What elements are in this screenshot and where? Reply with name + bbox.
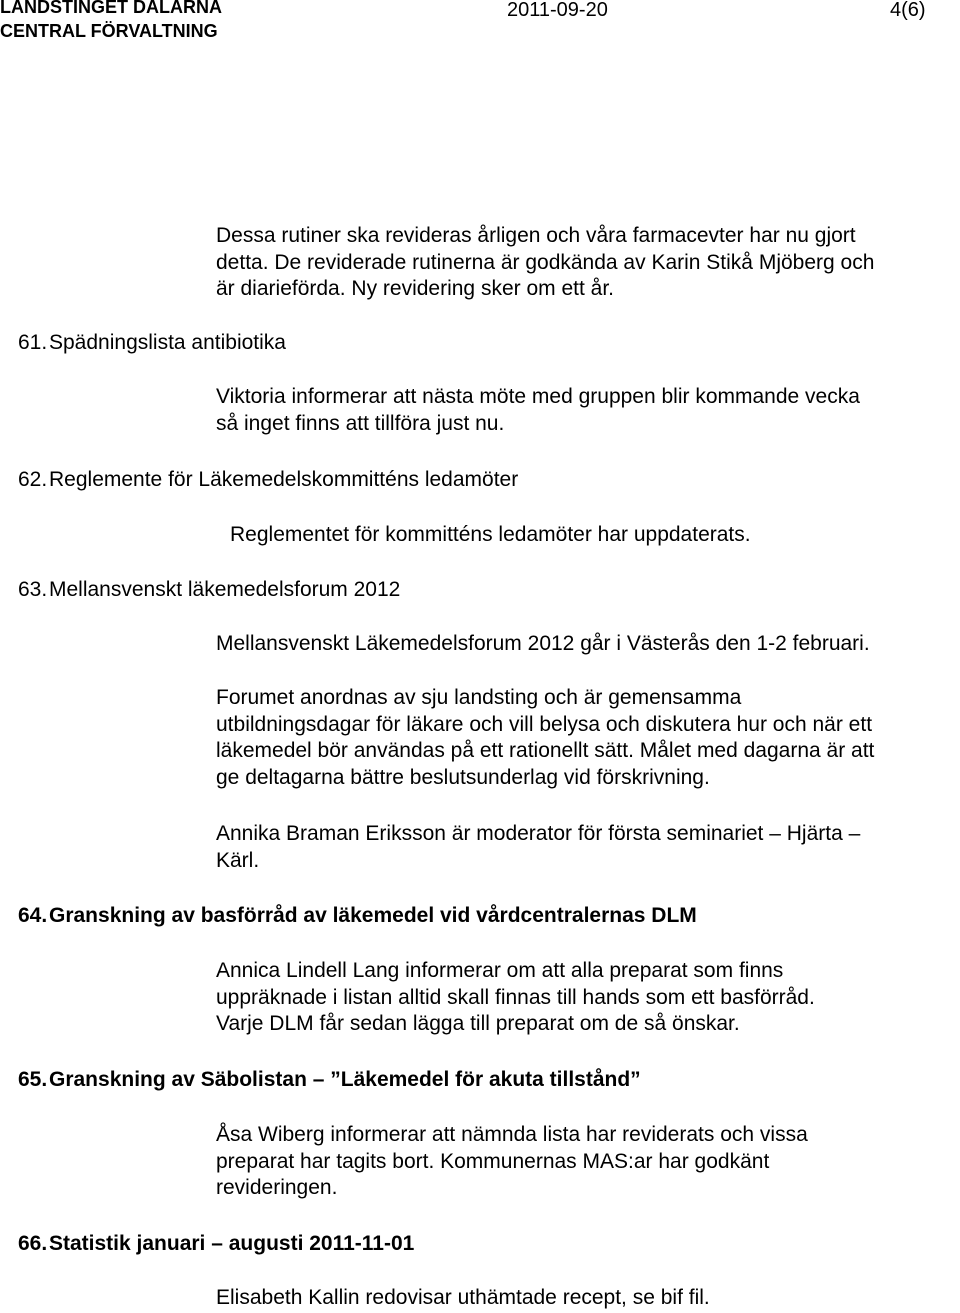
section-heading-64 [18, 903, 697, 929]
text-line: Viktoria informerar att nästa möte med gruppen blir kommande vecka [216, 385, 860, 408]
org-department: CENTRAL FÖRVALTNING [0, 21, 218, 41]
intro-paragraph [216, 223, 960, 303]
section-title: Granskning av basförråd av läkemedel vid vårdcentralernas DLM [49, 904, 697, 927]
text-line: är diarieförda. Ny revidering sker om ett år. [216, 277, 614, 301]
text-line: Mellansvenskt Läkemedelsforum 2012 går i Västerås den 1-2 februari. [216, 632, 870, 655]
section-61-body [216, 384, 960, 437]
text-line: Reglementet för kommitténs ledamöter har uppdaterats. [230, 523, 751, 546]
text-line: detta. De reviderade rutinerna är godkända av Karin Stikå Mjöberg och [216, 250, 875, 274]
text-line: läkemedel bör användas på ett rationellt sätt. Målet med dagarna är att [216, 739, 875, 763]
section-number: 64. [18, 904, 48, 927]
text-line: så inget finns att tillföra just nu. [216, 411, 505, 435]
text-line: Åsa Wiberg informerar att nämnda lista har reviderats och vissa [216, 1123, 808, 1146]
section-63-paragraph-2 [216, 685, 960, 791]
text-line: Elisabeth Kallin redovisar uthämtade recept, se bif fil. [216, 1286, 710, 1309]
section-63-paragraph-1 [216, 631, 960, 658]
text-line: Annica Lindell Lang informerar om att alla preparat som finns [216, 959, 784, 982]
section-number: 63. [18, 578, 48, 601]
section-title: Reglemente för Läkemedelskommitténs ledamöter [49, 468, 519, 491]
section-66-body [216, 1285, 960, 1312]
document-date: 2011-09-20 [507, 0, 608, 21]
section-number: 66. [18, 1232, 48, 1255]
section-65-body [216, 1122, 960, 1202]
section-title: Mellansvenskt läkemedelsforum 2012 [49, 578, 401, 601]
section-heading-61 [18, 330, 286, 356]
text-line: Varje DLM får sedan lägga till preparat om de så önskar. [216, 1012, 740, 1036]
text-line: ge deltagarna bättre beslutsunderlag vid förskrivning. [216, 765, 710, 789]
text-line: Kärl. [216, 848, 260, 872]
section-63-paragraph-3 [216, 821, 960, 874]
text-line: Dessa rutiner ska revideras årligen och våra farmacevter har nu gjort [216, 224, 856, 247]
section-heading-63 [18, 577, 400, 603]
section-title: Statistik januari – augusti 2011-11-01 [49, 1232, 415, 1255]
section-number: 61. [18, 331, 48, 354]
section-number: 65. [18, 1068, 48, 1091]
text-line: Annika Braman Eriksson är moderator för första seminariet – Hjärta – [216, 822, 861, 845]
section-heading-65 [18, 1067, 641, 1093]
text-line: uppräknade i listan alltid skall finnas till hands som ett basförråd. [216, 985, 815, 1009]
text-line: preparat har tagits bort. Kommunernas MAS:ar har godkänt [216, 1149, 770, 1173]
page-number: 4(6) [890, 0, 926, 21]
section-heading-62 [18, 467, 518, 493]
section-62-body [230, 522, 950, 549]
text-line: Forumet anordnas av sju landsting och är gemensamma [216, 686, 742, 709]
section-heading-66 [18, 1231, 414, 1257]
section-title: Spädningslista antibiotika [49, 331, 286, 354]
text-line: revideringen. [216, 1176, 338, 1200]
section-title: Granskning av Säbolistan – ”Läkemedel för akuta tillstånd” [49, 1068, 641, 1091]
section-64-body [216, 958, 960, 1038]
text-line: utbildningsdagar för läkare och vill belysa och diskutera hur och när ett [216, 712, 873, 736]
section-number: 62. [18, 468, 48, 491]
org-name: LANDSTINGET DALARNA [0, 0, 222, 17]
